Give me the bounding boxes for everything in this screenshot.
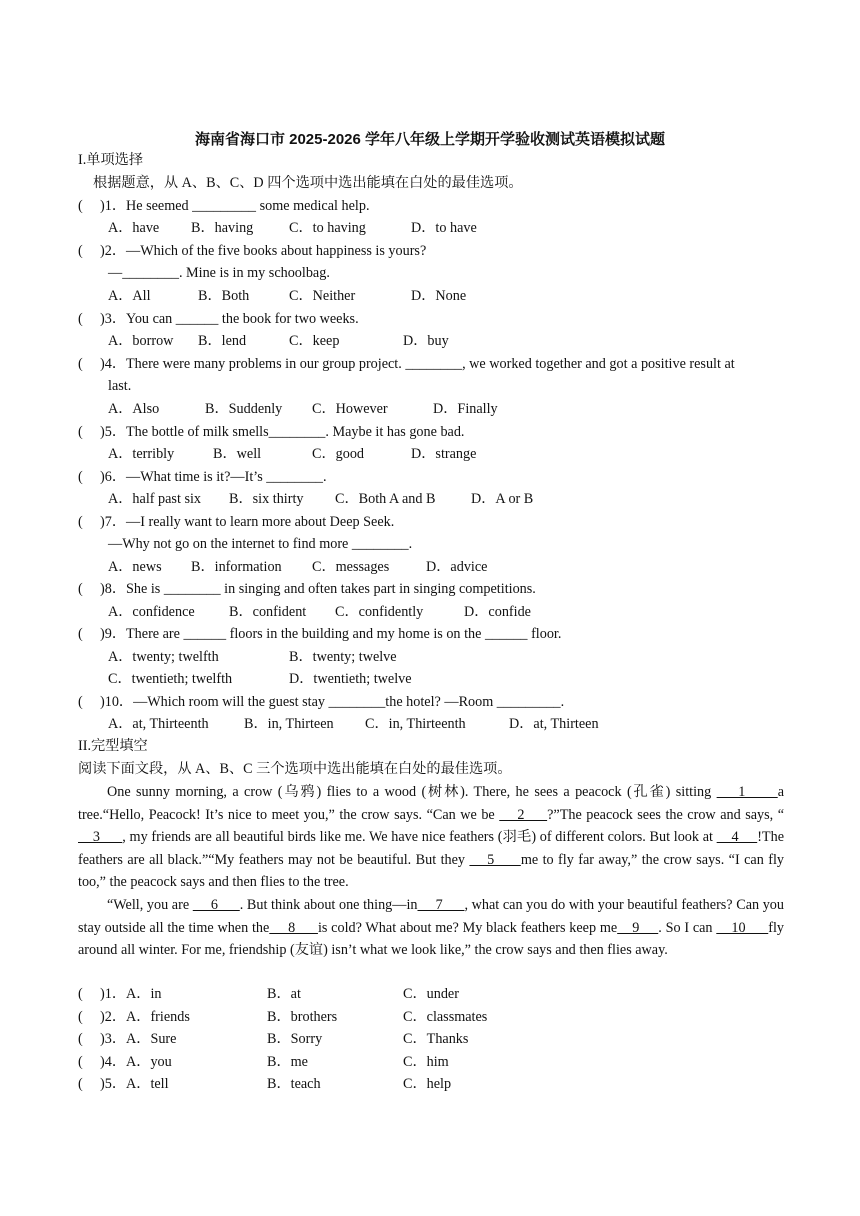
section2-instruction: 阅读下面文段，从 A、B、C 三个选项中选出能填在白处的最佳选项。 xyxy=(78,761,512,777)
option: C．However xyxy=(312,401,388,417)
option: D．twentieth; twelve xyxy=(289,671,412,687)
blank-7: 7 xyxy=(417,897,465,913)
blank-6: 6 xyxy=(192,897,240,913)
option: A．news xyxy=(108,559,162,575)
option: C．to having xyxy=(289,220,366,236)
blank-3: 3 xyxy=(78,829,123,845)
option: B．six thirty xyxy=(229,491,304,507)
page-title: 海南省海口市 2025-2026 学年八年级上学期开学验收测试英语模拟试题 xyxy=(194,131,666,148)
option: A．terribly xyxy=(108,446,175,462)
option: C．in, Thirteenth xyxy=(365,716,466,732)
section2-heading: II.完型填空 xyxy=(78,738,148,754)
question-10: ( )10．—Which room will the guest stay ________the hotel? —Room _________. xyxy=(78,694,565,710)
cloze-question-2: ( )2．A．friends B．brothers C．classmates xyxy=(78,1009,488,1025)
question-7-line2: —Why not go on the internet to find more ________. xyxy=(108,536,413,552)
blank-4: 4 xyxy=(716,829,758,845)
option: D．strange xyxy=(411,446,477,462)
cloze-question-4: ( )4．A．you B．me C．him xyxy=(78,1054,449,1070)
option: A．twenty; twelfth xyxy=(108,649,219,665)
option: B．Suddenly xyxy=(205,401,283,417)
question-3: ( )3．You can ______ the book for two weeks. xyxy=(78,311,359,327)
option: A．borrow xyxy=(108,333,174,349)
question-7: ( )7．—I really want to learn more about Deep Seek. xyxy=(78,514,395,530)
option: C．Both A and B xyxy=(335,491,436,507)
cloze-question-3: ( )3．A．Sure B．Sorry C．Thanks xyxy=(78,1031,469,1047)
option: D．to have xyxy=(411,220,477,236)
section1-instruction: 根据题意，从 A、B、C、D 四个选项中选出能填在白处的最佳选项。 xyxy=(93,175,523,191)
blank-9: 9 xyxy=(617,919,659,936)
option: A．half past six xyxy=(108,491,201,507)
option: C．twentieth; twelfth xyxy=(108,671,233,687)
option: D．confide xyxy=(464,604,531,620)
option: A．at, Thirteenth xyxy=(108,716,209,732)
option: B．twenty; twelve xyxy=(289,649,397,665)
option: B．in, Thirteen xyxy=(244,716,334,732)
question-6: ( )6．—What time is it?—It’s ________. xyxy=(78,469,327,485)
question-4-line2: last. xyxy=(108,378,132,394)
passage-paragraph-1: One sunny morning, a crow (乌鸦) flies to a wood (树林). There, he sees a peacock (孔雀) sitting 1 a tree.“Hello, Peacock! It’s nice to meet you,” the crow says. “Can we be 2 ?”The peacock sees the crow and says, “ 3 , my friends are all beautiful birds like me. We have nice feathers (羽毛) of different colors. But look at 4 !The feathers are all black.”“My feathers may not be beautiful. But they 5 me to fly far away,” the crow says. “I can fly too,” the peacock says and then flies to the tree. xyxy=(78,784,785,890)
option: C．keep xyxy=(289,333,340,349)
question-2-line2: —________. Mine is in my schoolbag. xyxy=(108,265,330,281)
blank-2: 2 xyxy=(499,806,548,823)
question-5: ( )5．The bottle of milk smells________. Maybe it has gone bad. xyxy=(78,424,465,440)
question-4: ( )4．There were many problems in our group project. ________, we worked together and got a positive result at xyxy=(78,356,735,372)
option: D．buy xyxy=(403,333,449,349)
option: C．messages xyxy=(312,559,390,575)
option: B．Both xyxy=(198,288,250,304)
cloze-question-5: ( )5．A．tell B．teach C．help xyxy=(78,1076,452,1092)
blank-8: 8 xyxy=(269,919,318,936)
option: A．Also xyxy=(108,401,160,417)
option: B．confident xyxy=(229,604,307,620)
option: D．None xyxy=(411,288,467,304)
passage-paragraph-2: “Well, you are 6 . But think about one thing—in 7 , what can you do with your beautiful feathers? Can you stay outside all the time when the 8 is cold? What about me? My black feathers keep me 9 . So I can 10 fly around all winter. For me, friendship (友谊) isn’t what we look like,” the crow says and then flies away. xyxy=(78,897,785,958)
option: A．have xyxy=(108,220,160,236)
option: D．at, Thirteen xyxy=(509,716,599,732)
blank-1: 1 xyxy=(716,784,778,800)
option: D．Finally xyxy=(433,401,498,417)
question-1: ( )1．He seemed _________ some medical help. xyxy=(78,198,370,214)
section1-heading: I.单项选择 xyxy=(78,152,144,168)
blank-5: 5 xyxy=(469,851,521,868)
cloze-question-1: ( )1．A．in B．at C．under xyxy=(78,986,459,1002)
option: B．lend xyxy=(198,333,247,349)
option: D．advice xyxy=(426,559,488,575)
option: C．confidently xyxy=(335,604,424,620)
question-8: ( )8．She is ________ in singing and often takes part in singing competitions. xyxy=(78,581,536,597)
option: A．confidence xyxy=(108,604,195,620)
option: D．A or B xyxy=(471,491,534,507)
question-2: ( )2．—Which of the five books about happiness is yours? xyxy=(78,243,427,259)
option: B．well xyxy=(213,446,262,462)
question-9: ( )9．There are ______ floors in the building and my home is on the ______ floor. xyxy=(78,626,562,642)
blank-10: 10 xyxy=(716,919,769,936)
option: B．having xyxy=(191,220,254,236)
option: B．information xyxy=(191,559,282,575)
option: A．All xyxy=(108,288,151,304)
option: C．Neither xyxy=(289,288,356,304)
option: C．good xyxy=(312,446,365,462)
